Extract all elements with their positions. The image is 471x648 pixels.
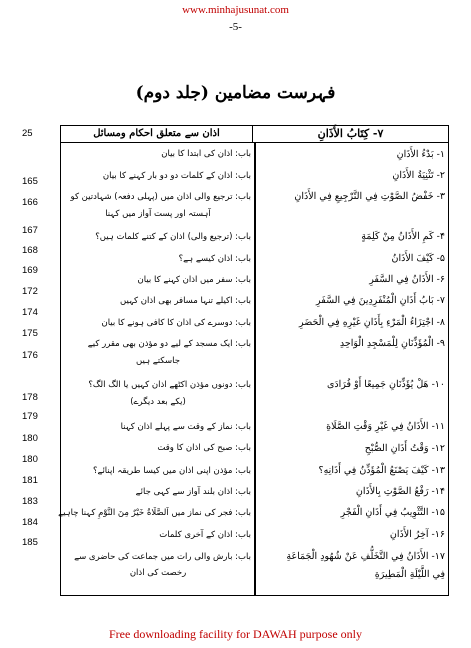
page-number: 167 [22,225,38,236]
arabic-chapter-title: ۱۰- هَلْ يُؤَذِّنَانِ جَمِيعًا أَوْ فُرَادَى [326,379,445,390]
page-number: 178 [22,392,38,403]
urdu-chapter-title: باب: (ترجیع والی) اذان کے کتنے کلمات ہیں؟ [95,232,251,242]
urdu-chapter-title: باب: مؤذن اپنی اذان میں کیسا طریقہ اپنائے؟ [92,466,251,476]
urdu-chapter-title: باب: اذان کیسے ہے؟ [178,254,251,264]
page-number: 169 [22,265,38,276]
contents-table [22,124,449,596]
page-title: فہرست مضامین (جلد دوم) [135,83,336,103]
urdu-chapter-title: باب: بارش والی رات میں جماعت کی حاضری سے رخصت کی اذان [74,552,251,578]
arabic-chapter-title: ۱۵- التَّثْوِيبُ فِي أَذَانِ الْفَجْرِ [340,507,445,518]
page-number: 180 [22,433,38,444]
arabic-chapter-title: ۱۳- كَيْفَ يَصْنَعُ الْمُؤَذِّنُ فِي أَذَانِهِ؟ [318,465,445,476]
urdu-chapter-title: باب: سفر میں اذان کہنے کا بیان [137,275,251,285]
urdu-chapter-title: باب: صبح کی اذان کا وقت [157,443,251,453]
urdu-chapter-title: باب: ایک مسجد کے لیے دو مؤذن بھی مقرر کیے جاسکتے ہیں [87,339,251,366]
page-number: 166 [22,197,38,208]
arabic-chapter-title: ۲- تَثْنِيَةُ الأَذَانِ [392,170,445,181]
arabic-chapter-title: ۷- بَابُ أَذَانِ الْمُنْفَرِدِينَ فِي السَّفَرِ [316,295,445,306]
urdu-chapter-title: باب: اکیلے تنہا مسافر بھی اذان کہیں [120,296,251,306]
arabic-chapter-title: ۵- كَيْفَ الأَذَانُ [391,253,445,264]
arabic-chapter-title: ۶- الأَذَانُ فِي السَّفَرِ [369,274,445,285]
page-number-column [22,124,54,596]
urdu-chapter-title: باب: دونوں مؤذن اکٹھے اذان کہیں یا الگ الگ؟ (یکے بعد دیگرے) [88,380,251,407]
page-number: 172 [22,286,38,297]
arabic-chapter-title: ۴- كَمِ الأَذَانُ مِنْ كَلِمَةٍ [361,231,445,242]
urdu-chapter-title: باب: دوسرے کی اذان کا کافی ہونے کا بیان [101,318,251,328]
arabic-chapter-title: ۱۷- الأَذَانُ فِي التَّخَلُّفِ عَنْ شُهُودِ الْجَمَاعَةِ [286,551,445,562]
urdu-chapter-title: باب: اذان کے آخری کلمات [159,530,251,540]
arabic-chapter-title: ۱۲- وَقْتُ أَذَانِ الصُّبْحِ [364,443,445,454]
arabic-chapter-title: ۱۶- آخِرُ الأَذَانِ [389,529,445,540]
urdu-chapter-title: باب: نماز کے وقت سے پہلے اذان کہنا [120,422,251,432]
page-marker: -5- [229,21,242,33]
column-divider [254,143,256,595]
arabic-chapter-title-continued: فِي اللَّيْلَةِ الْمَطِيرَةِ [374,569,445,580]
arabic-chapter-title: ۱۴- رَفْعُ الصَّوْتِ بِالأَذَانِ [355,486,445,497]
urdu-chapter-title: باب: اذان کی ابتدا کا بیان [161,149,251,159]
page-number: 179 [22,411,38,422]
arabic-chapter-title: ۹- الْمُؤَذِّنَانِ لِلْمَسْجِدِ الْوَاحِدِ [339,338,445,349]
chapter-heading-urdu: اذان سے متعلق احکام ومسائل [93,128,220,139]
chapter-heading-arabic: ۷- كِتَابُ الأَذَانِ [252,126,448,142]
table-header [60,125,449,143]
page-number: 168 [22,245,38,256]
urdu-chapter-title: باب: ترجیع والی اذان میں (پہلی دفعہ) شہادتین کو آہستہ اور پست آواز میں کہنا [70,192,251,219]
table-body [60,143,449,596]
page-number: 183 [22,496,38,507]
urdu-chapter-title: باب: اذان بلند آواز سے کہی جائے [135,487,251,497]
page-number: 175 [22,328,38,339]
arabic-chapter-title: ۱۱- الأَذَانُ فِي غَيْرِ وَقْتِ الصَّلَاةِ [326,421,445,432]
arabic-chapter-title: ۳- خَفْضُ الصَّوْتِ فِي التَّرْجِيعِ فِي الأَذَانِ [294,191,445,202]
arabic-chapter-title: ۱- بَدْءُ الأَذَانِ [396,149,445,160]
header-page-number: 25 [22,128,33,139]
urdu-chapter-title: باب: فجر کی نماز میں اَلصَّلَاةُ خَيْرٌ مِنَ النَّوْمِ کہنا چاہیے [58,508,251,518]
footer-note: Free downloading facility for DAWAH purpose only [109,627,362,641]
urdu-chapter-title: باب: اذان کے کلمات دو دو بار کہنے کا بیان [102,171,251,181]
page-number: 165 [22,176,38,187]
page-number: 176 [22,350,38,361]
site-url[interactable]: www.minhajusunat.com [182,4,289,16]
page-number: 174 [22,307,38,318]
page-number: 181 [22,475,38,486]
arabic-chapter-title: ۸- اجْتِزَاءُ الْمَرْءِ بِأَذَانِ غَيْرِهِ فِي الْحَضَرِ [299,317,445,328]
page-number: 180 [22,454,38,465]
page-number: 185 [22,537,38,548]
page-number: 184 [22,517,38,528]
